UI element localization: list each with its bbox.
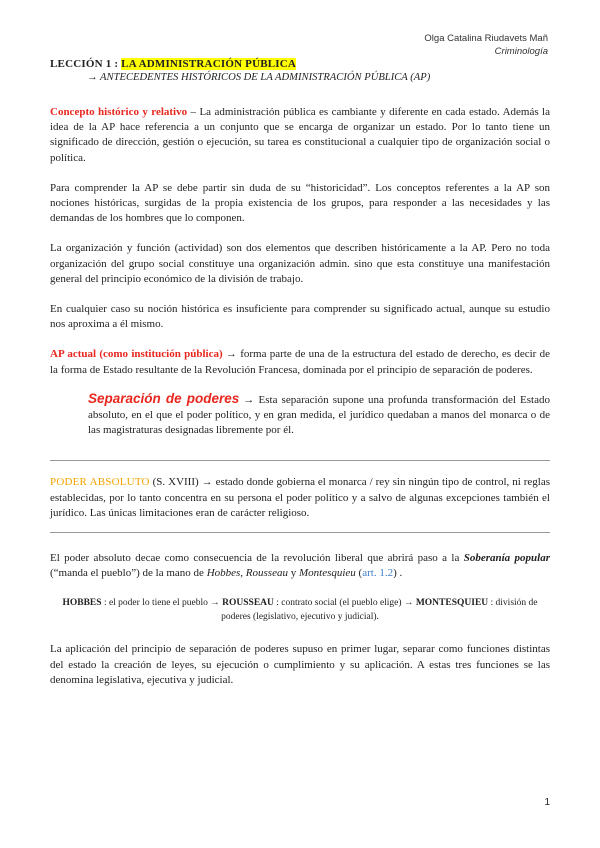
lesson-label: LECCIÓN 1 : [50, 58, 122, 70]
lesson-heading [50, 57, 550, 71]
historicity-paragraph: Para comprender la AP se debe partir sin duda de su “historicidad”. Los conceptos referentes a la AP son nociones históricas, surgidas de la propia existencia de los grupos, para responder a las necesidades y las demandas de los hombres que lo componen. [50, 181, 550, 225]
soberania-term: Soberanía popular [463, 552, 550, 565]
montesquieu-name: Montesquieu [298, 567, 356, 580]
absolute-power-text: (S. XVIII) → estado donde gobierna el monarca / rey sin ningún tipo de control, ni reglas establecidas, por lo tanto concentra en su persona el poder político y a salvo de algunas excepciones también el jurídico. Las únicas limitaciones eran de carácter religioso. [50, 476, 550, 519]
philosophers-summary [50, 597, 550, 624]
divider [50, 460, 550, 461]
separation-text: → Esta separación supone una profunda transformación del Estado absoluto, en el que el poder político, y en gran medida, el jurídico quedaban a manos del monarca o de las magistraturas designadas libremente por él. [88, 393, 550, 437]
text-run: El poder absoluto decae como consecuencia de la revolución liberal que abrirá paso a la [50, 552, 464, 565]
arrow-icon: → [210, 598, 223, 609]
arrow-icon: → [222, 348, 241, 361]
page-header [424, 32, 548, 58]
current-ap-text: forma parte de una de la estructura del estado de derecho, es decir de la forma de Estado resultante de la Revolución Francesa, dominada por el principio de separación de poderes. [50, 348, 551, 376]
popular-sovereignty-paragraph [50, 551, 550, 581]
article-link[interactable]: art. 1.2 [362, 567, 394, 580]
text-run: ) . [393, 567, 403, 580]
montesquieu-label: MONTESQUIEU [415, 598, 489, 609]
current-ap-paragraph [50, 347, 550, 377]
rousseau-name: Rousseau [245, 567, 288, 580]
concept-text: – La administración pública es cambiante y diferente en cada estado. Además la idea de la AP hace referencia a un conjunto que se encarga de organizar un estado. Por lo tanto tiene un significado de dirección, gestión o ejecución, su tarea es constitucional a cualquier tipo de organización social o política. [50, 106, 550, 164]
montesquieu-text: : división de poderes (legislativo, ejecutivo y judicial). [221, 598, 538, 622]
absolute-power-term: PODER ABSOLUTO [50, 476, 150, 489]
notion-paragraph: En cualquier caso su noción histórica es insuficiente para comprender su significado actual, aunque su estudio nos aproxima a él mismo. [50, 303, 550, 331]
separation-paragraph [50, 391, 550, 439]
application-paragraph: La aplicación del principio de separación de poderes supuso en primer lugar, separar como funciones distintas del estado la creación de leyes, su ejecución o cumplimiento y su aplicación. A estas tres funciones se las denomina legislativa, ejecutiva y judicial. [50, 643, 550, 686]
current-ap-term: AP actual (como institución pública) [50, 348, 223, 361]
concept-term: Concepto histórico y relativo [50, 106, 188, 118]
text-run: (“manda el pueblo”) de la mano de [50, 567, 207, 580]
author-name: Olga Catalina Riudavets Mañ [424, 33, 548, 44]
lesson-subtitle: → ANTECEDENTES HISTÓRICOS DE LA ADMINISTRACIÓN PÚBLICA (AP) [87, 72, 431, 83]
separation-term: Separación de poderes [88, 390, 240, 406]
divider [50, 532, 550, 533]
rousseau-label: ROUSSEAU [222, 598, 274, 609]
subject-name: Criminología [494, 46, 548, 57]
document-body [50, 57, 550, 688]
hobbes-text: : el poder lo tiene el pueblo [101, 598, 211, 609]
absolute-power-paragraph [50, 475, 550, 521]
hobbes-label: HOBBES [62, 598, 102, 609]
page-number: 1 [544, 797, 550, 808]
text-run: y [287, 567, 299, 580]
concept-paragraph [50, 105, 550, 166]
organization-paragraph: La organización y función (actividad) son dos elementos que describen históricamente a la AP. Pero no toda organización del grupo social constituye una organización admin. sino que esta constituye una manifestación general del principio económico de la división de trabajo. [50, 242, 550, 285]
hobbes-name: Hobbes [206, 567, 241, 580]
lesson-title: LA ADMINISTRACIÓN PÚBLICA [121, 58, 297, 70]
arrow-icon: → [403, 598, 416, 609]
rousseau-text: : contrato social (el pueblo elige) [273, 598, 404, 609]
text-run: ( [355, 567, 363, 580]
text-run: , [240, 567, 246, 580]
